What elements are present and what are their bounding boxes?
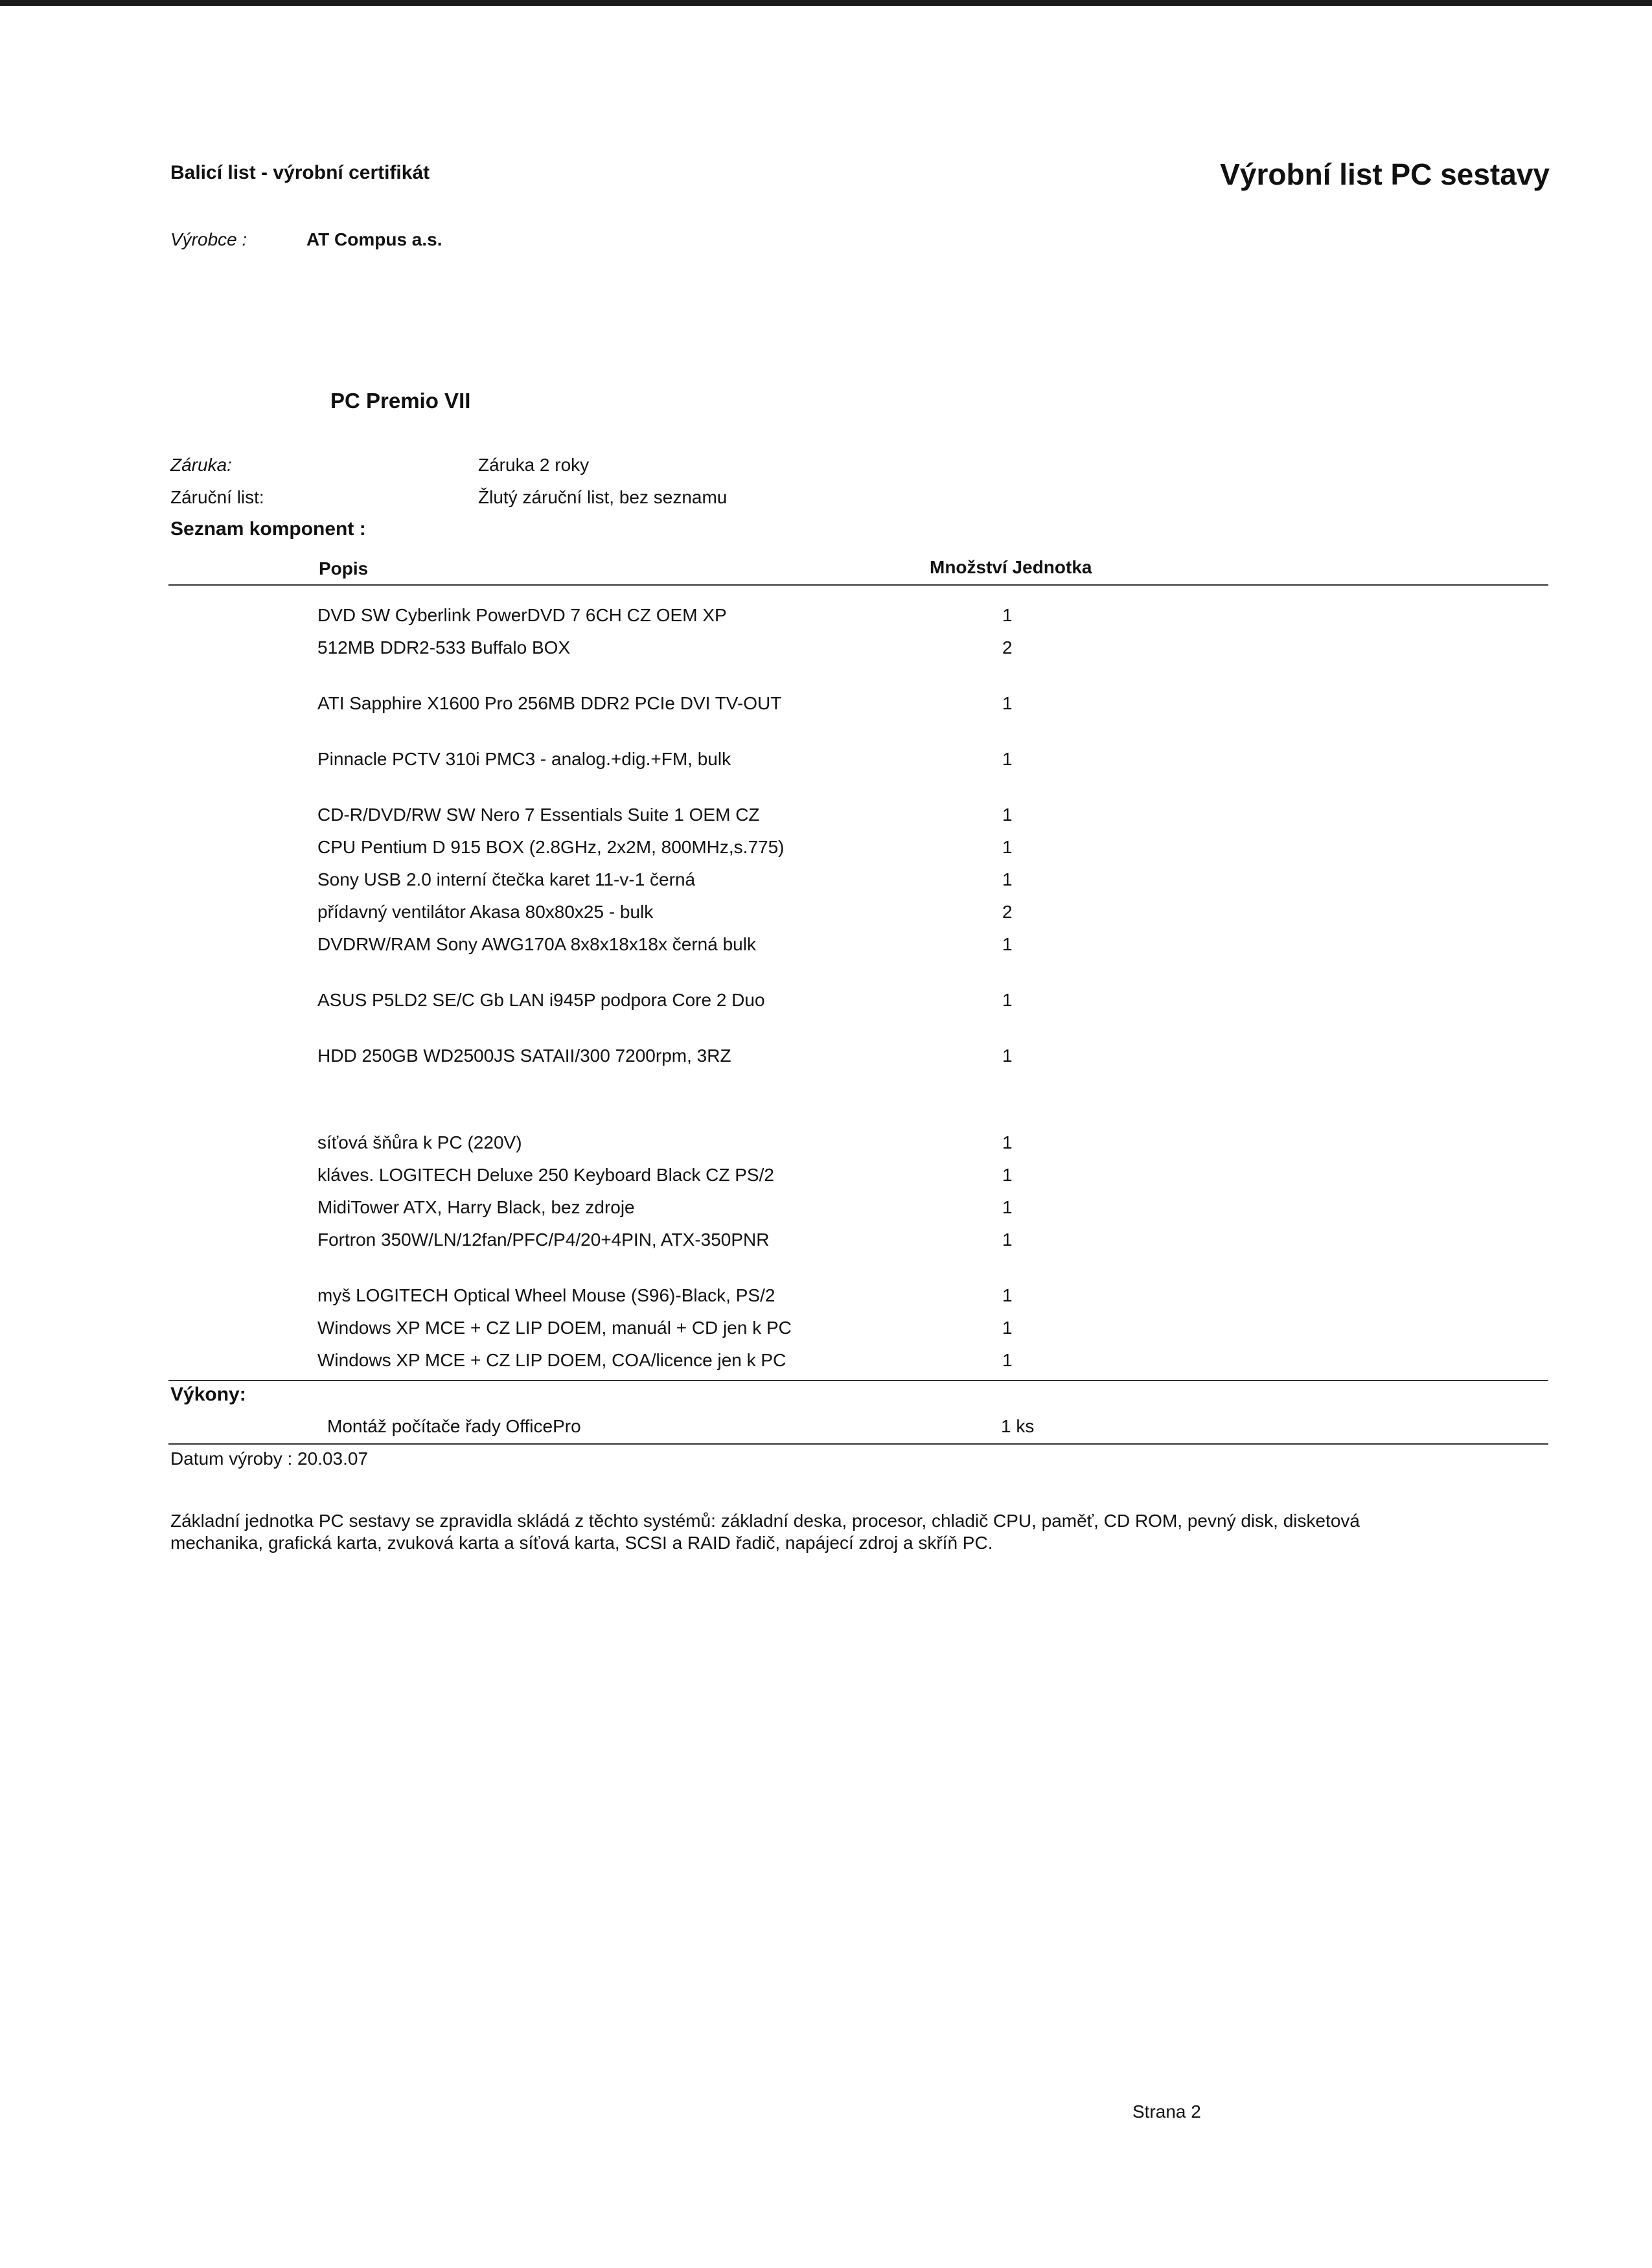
- item-description: MidiTower ATX, Harry Black, bez zdroje: [317, 1197, 635, 1217]
- item-description: CPU Pentium D 915 BOX (2.8GHz, 2x2M, 800MHz,s.775): [317, 837, 785, 857]
- product-name: PC Premio VII: [330, 389, 471, 413]
- item-description: Fortron 350W/LN/12fan/PFC/P4/20+4PIN, ATX-350PNR: [317, 1230, 770, 1250]
- page-title: Výrobní list PC sestavy: [1220, 157, 1550, 191]
- item-description: 512MB DDR2-533 Buffalo BOX: [317, 637, 571, 658]
- warranty-label: Záruka:: [170, 455, 232, 475]
- item-description: DVDRW/RAM Sony AWG170A 8x8x18x18x černá bulk: [317, 934, 756, 954]
- item-quantity: 1: [1002, 1165, 1013, 1185]
- item-description: ASUS P5LD2 SE/C Gb LAN i945P podpora Core 2 Duo: [317, 990, 765, 1010]
- production-date: Datum výroby : 20.03.07: [170, 1449, 369, 1469]
- item-quantity: 1: [1002, 869, 1013, 889]
- item-quantity: 1: [1002, 1046, 1013, 1066]
- table-header-divider: [168, 584, 1548, 586]
- item-description: DVD SW Cyberlink PowerDVD 7 6CH CZ OEM XP: [317, 605, 727, 625]
- warranty-card-label: Záruční list:: [170, 487, 264, 507]
- item-quantity: 2: [1002, 902, 1013, 922]
- scan-edge: [0, 0, 1652, 6]
- item-description: Sony USB 2.0 interní čtečka karet 11-v-1 černá: [317, 869, 696, 889]
- item-quantity: 1: [1002, 1285, 1013, 1305]
- item-quantity: 1: [1002, 605, 1013, 625]
- item-description: kláves. LOGITECH Deluxe 250 Keyboard Black CZ PS/2: [317, 1165, 774, 1185]
- manufacturer-label: Výrobce :: [170, 229, 247, 249]
- page-number: Strana 2: [1132, 2102, 1201, 2122]
- item-quantity: 1: [1002, 990, 1013, 1010]
- manufacturer-value: AT Compus a.s.: [306, 229, 442, 249]
- item-description: HDD 250GB WD2500JS SATAII/300 7200rpm, 3RZ: [317, 1046, 731, 1066]
- service-description: Montáž počítače řady OfficePro: [327, 1416, 581, 1436]
- services-label: Výkony:: [170, 1384, 246, 1405]
- column-header-quantity-unit: Množství Jednotka: [930, 557, 1092, 577]
- table-end-divider: [168, 1380, 1548, 1381]
- item-quantity: 1: [1002, 1132, 1013, 1152]
- item-quantity: 1: [1002, 693, 1013, 713]
- note-line-1: Základní jednotka PC sestavy se zpravidla skládá z těchto systémů: základní deska, procesor, chladič CPU, paměť, CD ROM, pevný disk, disketová: [170, 1511, 1360, 1531]
- warranty-value: Záruka 2 roky: [478, 455, 590, 475]
- components-label: Seznam komponent :: [170, 518, 366, 540]
- item-description: myš LOGITECH Optical Wheel Mouse (S96)-Black, PS/2: [317, 1285, 775, 1305]
- item-description: CD-R/DVD/RW SW Nero 7 Essentials Suite 1 OEM CZ: [317, 805, 760, 825]
- item-quantity: 1: [1002, 837, 1013, 857]
- item-quantity: 1: [1002, 749, 1013, 769]
- item-quantity: 1: [1002, 1350, 1013, 1370]
- item-description: Windows XP MCE + CZ LIP DOEM, COA/licence jen k PC: [317, 1350, 786, 1370]
- item-description: přídavný ventilátor Akasa 80x80x25 - bulk: [317, 902, 654, 922]
- item-quantity: 2: [1002, 637, 1013, 658]
- item-description: síťová šňůra k PC (220V): [317, 1132, 522, 1152]
- item-description: ATI Sapphire X1600 Pro 256MB DDR2 PCIe DVI TV-OUT: [317, 693, 782, 713]
- item-description: Pinnacle PCTV 310i PMC3 - analog.+dig.+FM, bulk: [317, 749, 731, 769]
- warranty-card-value: Žlutý záruční list, bez seznamu: [478, 487, 728, 507]
- services-divider: [168, 1443, 1548, 1445]
- item-quantity: 1: [1002, 1230, 1013, 1250]
- item-description: Windows XP MCE + CZ LIP DOEM, manuál + CD jen k PC: [317, 1318, 792, 1338]
- document-type-title: Balicí list - výrobní certifikát: [170, 162, 430, 183]
- item-quantity: 1: [1002, 805, 1013, 825]
- service-quantity: 1 ks: [1001, 1416, 1035, 1436]
- item-quantity: 1: [1002, 934, 1013, 954]
- item-quantity: 1: [1002, 1197, 1013, 1217]
- item-quantity: 1: [1002, 1318, 1013, 1338]
- column-header-description: Popis: [319, 558, 369, 578]
- note-line-2: mechanika, grafická karta, zvuková karta a síťová karta, SCSI a RAID řadič, napájecí zdroj a skříň PC.: [170, 1533, 993, 1553]
